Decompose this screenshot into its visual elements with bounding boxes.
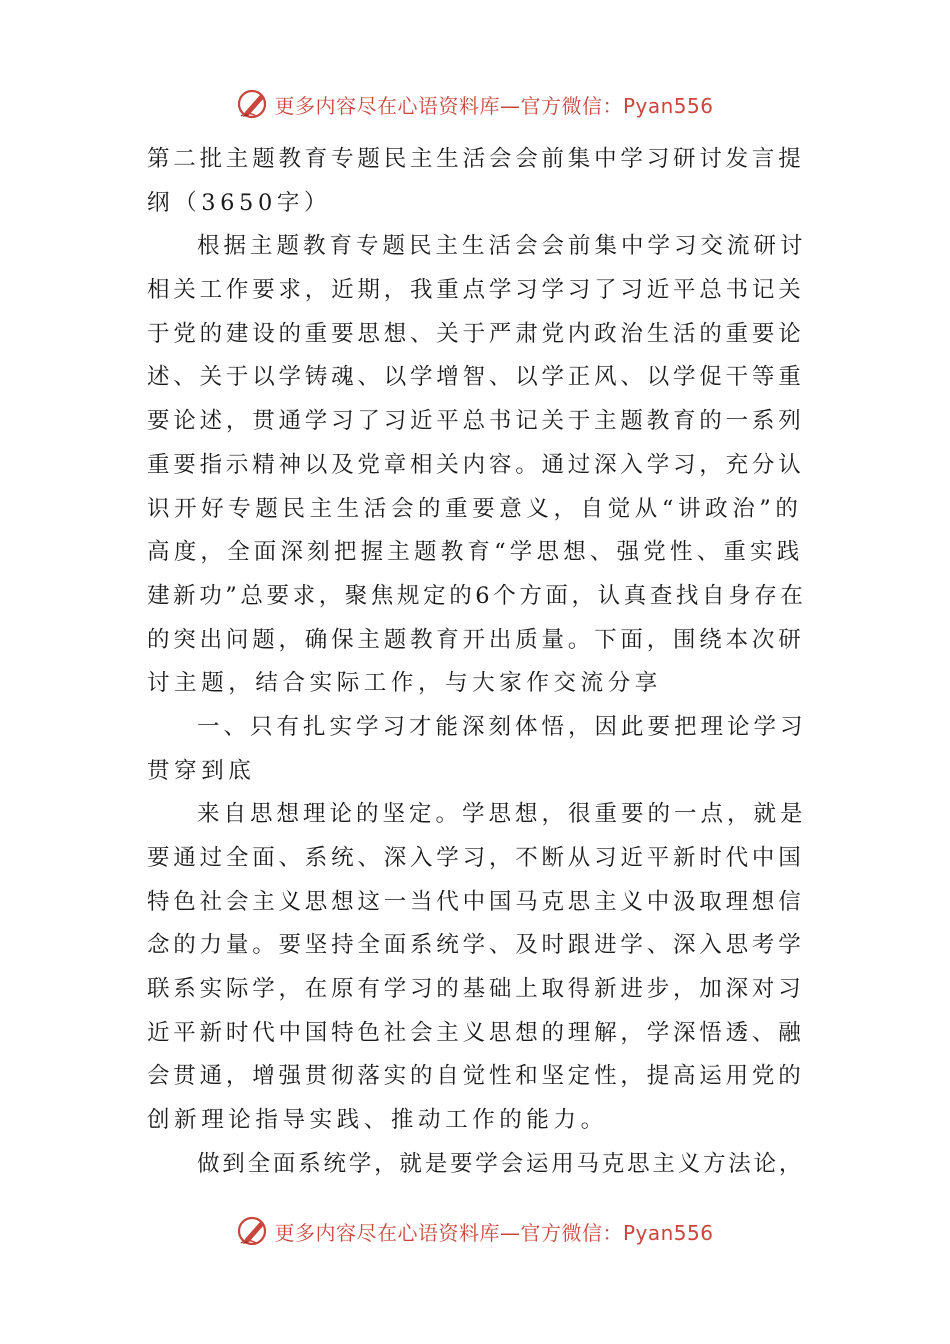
paragraph-line: 高度，全面深刻把握主题教育“学思想、强党性、重实践 xyxy=(147,539,804,566)
watermark-text: 更多内容尽在心语资料库—官方微信：Pyan556 xyxy=(274,1220,714,1245)
paragraph-line: 建新功”总要求，聚焦规定的6个方面，认真查找自身存在 xyxy=(147,582,807,609)
section-heading-line: 贯穿到底 xyxy=(147,757,256,784)
paragraph-line: 会贯通，增强贯彻落实的自觉性和坚定性，提高运用党的 xyxy=(147,1063,805,1090)
header-watermark xyxy=(0,84,950,124)
pen-logo-icon xyxy=(236,87,270,121)
paragraph-line: 重要指示精神以及党章相关内容。通过深入学习，充分认 xyxy=(147,451,805,478)
section-heading-line: 一、只有扎实学习才能深刻体悟，因此要把理论学习 xyxy=(197,713,807,740)
document-body xyxy=(147,138,807,1187)
paragraph-line: 要通过全面、系统、深入学习，不断从习近平新时代中国 xyxy=(147,845,805,871)
paragraph-line: 来自思想理论的坚定。学思想，很重要的一点，就是 xyxy=(197,801,807,828)
paragraph-line: 创新理论指导实践、推动工作的能力。 xyxy=(147,1107,608,1134)
paragraph-line: 讨主题，结合实际工作，与大家作交流分享 xyxy=(147,670,662,697)
title-line-1: 第二批主题教育专题民主生活会会前集中学习研讨发言提 xyxy=(147,146,805,172)
watermark-text: 更多内容尽在心语资料库—官方微信：Pyan556 xyxy=(274,93,714,118)
paragraph-line: 述、关于以学铸魂、以学增智、以学正风、以学促干等重 xyxy=(147,364,805,391)
paragraph-line: 近平新时代中国特色社会主义思想的理解，学深悟透、融 xyxy=(147,1019,805,1046)
title-line-2: 纲（3650字） xyxy=(147,189,332,216)
paragraph-line: 联系实际学，在原有学习的基础上取得新进步，加深对习 xyxy=(147,976,805,1003)
pen-logo-icon xyxy=(236,1214,270,1248)
footer-watermark xyxy=(0,1211,950,1251)
paragraph-line: 的突出问题，确保主题教育开出质量。下面，围绕本次研 xyxy=(147,626,805,653)
paragraph-line: 相关工作要求，近期，我重点学习学习了习近平总书记关 xyxy=(147,277,805,304)
paragraph-line: 根据主题教育专题民主生活会会前集中学习交流研讨 xyxy=(197,233,807,260)
paragraph-line: 要论述，贯通学习了习近平总书记关于主题教育的一系列 xyxy=(147,408,805,435)
paragraph-line: 做到全面系统学，就是要学会运用马克思主义方法论， xyxy=(197,1150,805,1177)
paragraph-line: 识开好专题民主生活会的重要意义，自觉从“讲政治”的 xyxy=(147,495,803,522)
paragraph-line: 于党的建设的重要思想、关于严肃党内政治生活的重要论 xyxy=(147,320,805,347)
paragraph-line: 念的力量。要坚持全面系统学、及时跟进学、深入思考学 xyxy=(147,932,805,959)
paragraph-line: 特色社会主义思想这一当代中国马克思主义中汲取理想信 xyxy=(147,888,805,915)
